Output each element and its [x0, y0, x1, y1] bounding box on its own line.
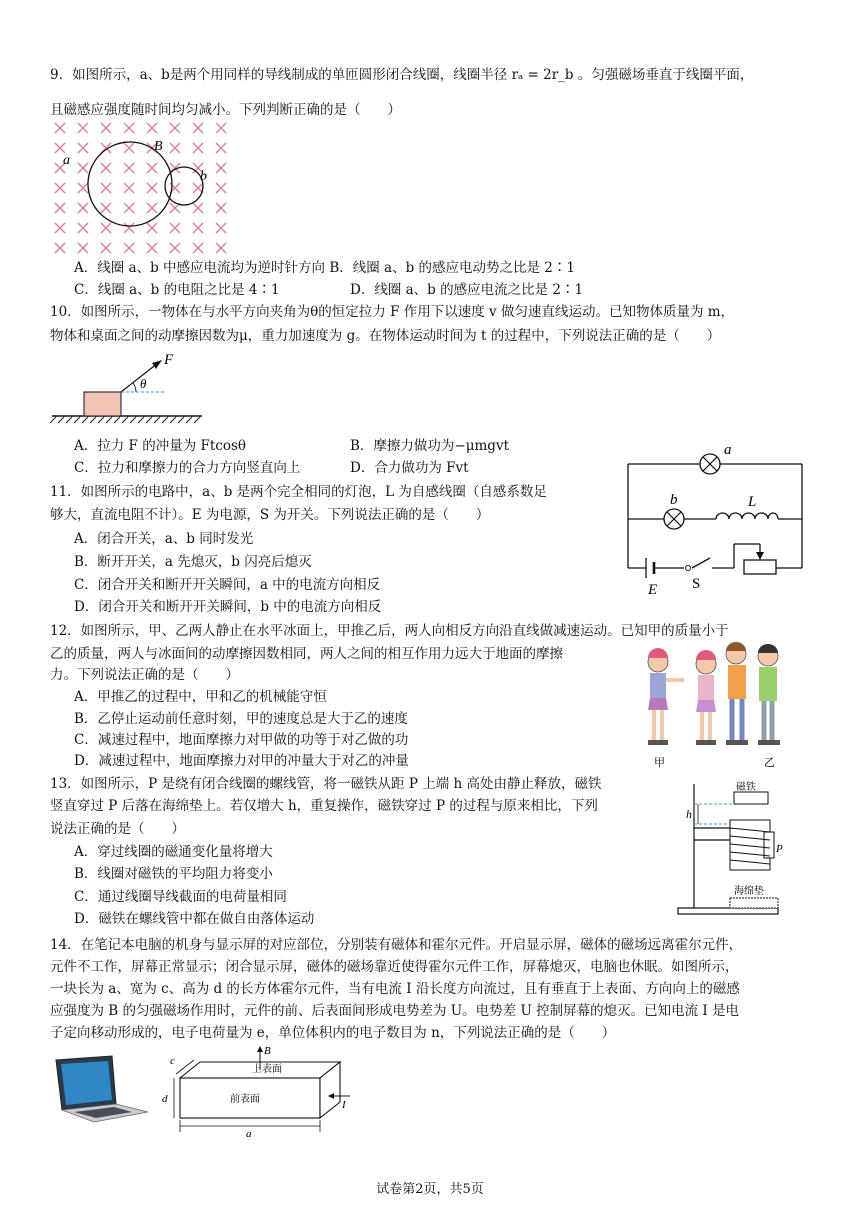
lamp-b-label: b: [670, 492, 678, 508]
coil-b-label: b: [200, 169, 207, 184]
field-cross-mark: [101, 203, 111, 213]
field-cross-mark: [55, 243, 65, 253]
field-cross-mark: [147, 203, 157, 213]
solenoid-icon: [730, 820, 774, 870]
q14-stem-line3: 一块长为 a、宽为 c、高为 d 的长方体霍尔元件，当有电流 I 沿长度方向流过，且有垂直于上表面、方向向上的磁感: [50, 981, 740, 997]
q11-stem-line1: 11．如图所示的电路中，a、b 是两个完全相同的灯泡，L 为自感线圈（自感系数足: [50, 484, 547, 500]
field-cross-mark: [193, 123, 203, 133]
field-cross-mark: [147, 243, 157, 253]
q13-option-c: C．通过线圈导线截面的电荷量相同: [74, 889, 287, 905]
inductor-l-label: L: [748, 494, 757, 510]
q11-stem-line2: 够大，直流电阻不计）。E 为电源，S 为开关。下列说法正确的是（ ）: [50, 507, 490, 523]
magnet-label: 磁铁: [736, 782, 756, 793]
field-cross-mark: [170, 123, 180, 133]
field-cross-mark: [78, 123, 88, 133]
height-h-label: h: [686, 807, 692, 821]
field-cross-mark: [124, 123, 134, 133]
q12-option-a: A．甲推乙的过程中，甲和乙的机械能守恒: [74, 689, 327, 705]
switch-s-label: S: [692, 576, 701, 592]
page-footer: 试卷第2页，共5页: [376, 1182, 484, 1197]
field-cross-mark: [78, 163, 88, 173]
q13-figure-solenoid: [670, 780, 790, 922]
field-cross-mark: [147, 183, 157, 193]
field-cross-mark: [101, 123, 111, 133]
field-cross-mark: [170, 223, 180, 233]
field-cross-mark: [101, 183, 111, 193]
field-cross-mark: [193, 183, 203, 193]
q14-stem-line2: 元件不工作，屏幕正常显示；闭合显示屏，磁体的磁场靠近使得霍尔元件工作，屏幕熄灭，电脑也休眠。如图所示，: [50, 959, 739, 975]
q10-option-b: B．摩擦力做功为−μmgvt: [350, 438, 510, 454]
q12-stem-line3: 力。下列说法正确的是（ ）: [50, 667, 239, 683]
angle-theta-label: θ: [140, 376, 147, 391]
field-cross-mark: [193, 223, 203, 233]
q13-stem-line2: 竖直穿过 P 后落在海绵垫上。若仅增大 h，重复操作，磁铁穿过 P 的过程与原来相比，下列: [50, 798, 598, 814]
field-cross-mark: [216, 223, 226, 233]
field-cross-mark: [216, 203, 226, 213]
field-cross-mark: [124, 143, 134, 153]
field-cross-mark: [193, 203, 203, 213]
coil-a-label: a: [63, 153, 70, 168]
field-cross-mark: [147, 163, 157, 173]
q10-option-d: D．合力做功为 Fvt: [350, 460, 469, 476]
lamp-a-icon: [700, 454, 720, 474]
q10-figure-block: [50, 350, 210, 430]
block-rect: [84, 392, 121, 416]
magnet-icon: [734, 792, 768, 804]
q14-figure-hall-element: [156, 1046, 356, 1138]
skater-yi-icon: [758, 644, 780, 745]
field-cross-mark: [170, 243, 180, 253]
q11-option-c: C．闭合开关和断开开关瞬间，a 中的电流方向相反: [74, 577, 381, 593]
switch-icon: [686, 566, 691, 571]
field-cross-mark: [78, 223, 88, 233]
q9-option-c: C．线圈 a、b 的电阻之比是 4∶1: [74, 282, 280, 298]
q13-stem-line3: 说法正确的是（ ）: [50, 821, 185, 837]
field-cross-mark: [216, 183, 226, 193]
q12-figure-skaters: [640, 640, 790, 770]
q12-option-d: D．减速过程中，地面摩擦力对甲的冲量大于对乙的冲量: [74, 753, 409, 769]
q14-stem-line1: 14．在笔记本电脑的机身与显示屏的对应部位，分别装有磁体和霍尔元件。开启显示屏，磁体的磁场远离霍尔元件，: [50, 937, 743, 953]
q12-option-c: C．减速过程中，地面摩擦力对甲做的功等于对乙做的功: [74, 732, 409, 748]
laptop-icon: [52, 1054, 150, 1126]
field-cross-mark: [55, 123, 65, 133]
q10-option-a: A．拉力 F 的冲量为 Ftcosθ: [74, 438, 247, 454]
q9-options-row1: A．线圈 a、b 中感应电流均为逆时针方向 B．线圈 a、b 的感应电动势之比是 2∶1: [74, 260, 575, 276]
rheostat-icon: [744, 560, 776, 574]
field-cross-mark: [55, 183, 65, 193]
height-d-label: d: [162, 1093, 168, 1105]
field-cross-mark: [216, 123, 226, 133]
q11-option-d: D．闭合开关和断开开关瞬间，b 中的电流方向相反: [74, 599, 382, 615]
width-c-label: c: [170, 1055, 175, 1067]
skater-jia-icon: [648, 648, 684, 745]
q9-stem-line1: 9．如图所示，a、b是两个用同样的导线制成的单匝圆形闭合线圈，线圈半径 rₐ = 2r_b 。匀强磁场垂直于线圈平面，: [50, 67, 754, 83]
current-i-label: I: [342, 1099, 346, 1111]
coil-a-circle: [88, 142, 172, 226]
skater-boy-icon: [726, 642, 748, 745]
source-e-label: E: [648, 582, 658, 598]
field-cross-mark: [216, 143, 226, 153]
q10-option-c: C．拉力和摩擦力的合力方向竖直向上: [74, 460, 301, 476]
field-cross-mark: [216, 243, 226, 253]
q13-stem-line1: 13．如图所示，P 是绕有闭合线圈的螺线管，将一磁铁从距 P 上端 h 高处由静止释放，磁铁: [50, 776, 602, 792]
front-surface-label: 前表面: [230, 1094, 260, 1105]
field-b-label: B: [154, 139, 163, 154]
field-cross-mark: [193, 243, 203, 253]
top-surface-label: 上表面: [252, 1064, 282, 1075]
lamp-a-label: a: [724, 442, 732, 458]
field-cross-mark: [101, 243, 111, 253]
q11-option-a: A．闭合开关，a、b 同时发光: [74, 531, 254, 547]
q14-stem-line5: 子定向移动形成的，电子电荷量为 e，单位体积内的电子数目为 n，下列说法正确的是（ ）: [50, 1025, 616, 1041]
sponge-pad-icon: [730, 898, 778, 908]
length-a-label: a: [246, 1128, 252, 1138]
field-cross-mark: [124, 203, 134, 213]
force-f-label: F: [164, 352, 174, 368]
q13-option-b: B．线圈对磁铁的平均阻力将变小: [74, 866, 273, 882]
field-cross-mark: [78, 243, 88, 253]
field-cross-mark: [55, 203, 65, 213]
q12-stem-line2: 乙的质量，两人与冰面间的动摩擦因数相同，两人之间的相互作用力远大于地面的摩擦: [50, 646, 563, 662]
q10-stem-line2: 物体和桌面之间的动摩擦因数为μ，重力加速度为 g。在物体运动时间为 t 的过程中，下列说法正确的是（ ）: [50, 328, 721, 344]
skater-jia-label: 甲: [654, 757, 665, 769]
skater-yi-label: 乙: [764, 757, 775, 769]
field-cross-mark: [78, 203, 88, 213]
sponge-label: 海绵垫: [734, 886, 764, 897]
coil-b-circle: [165, 167, 203, 205]
field-cross-mark: [124, 243, 134, 253]
field-cross-mark: [124, 223, 134, 233]
field-cross-mark: [78, 183, 88, 193]
q9-stem-line2: 且磁感应强度随时间均匀减小。下列判断正确的是（ ）: [50, 102, 401, 118]
q9-figure-magnetic-field: [50, 118, 230, 258]
field-cross-mark: [147, 123, 157, 133]
q13-option-a: A．穿过线圈的磁通变化量将增大: [74, 844, 273, 860]
field-cross-mark: [124, 163, 134, 173]
q9-option-d: D．线圈 a、b 的感应电流之比是 2∶1: [350, 282, 584, 298]
q12-option-b: B．乙停止运动前任意时刻，甲的速度总是大于乙的速度: [74, 711, 408, 727]
field-cross-mark: [124, 183, 134, 193]
field-cross-mark: [147, 223, 157, 233]
field-cross-mark: [193, 143, 203, 153]
q13-option-d: D．磁铁在螺线管中都在做自由落体运动: [74, 911, 315, 927]
skater-girl-icon: [696, 650, 716, 745]
field-cross-mark: [78, 143, 88, 153]
solenoid-p-label: P: [776, 843, 783, 855]
field-cross-mark: [101, 223, 111, 233]
q10-stem-line1: 10．如图所示，一物体在与水平方向夹角为θ的恒定拉力 F 作用下以速度 v 做匀速直线运动。已知物体质量为 m，: [50, 304, 735, 320]
field-b-label: B: [264, 1046, 271, 1057]
field-cross-mark: [101, 163, 111, 173]
q12-stem-line1: 12．如图所示，甲、乙两人静止在水平冰面上，甲推乙后，两人向相反方向沿直线做减速运动。已知甲的质量小于: [50, 623, 729, 639]
field-cross-mark: [216, 163, 226, 173]
q11-figure-circuit: [620, 440, 810, 600]
field-cross-mark: [55, 143, 65, 153]
field-cross-mark: [170, 143, 180, 153]
field-cross-mark: [55, 223, 65, 233]
q11-option-b: B．断开开关，a 先熄灭，b 闪亮后熄灭: [74, 554, 312, 570]
q14-stem-line4: 应强度为 B 的匀强磁场作用时，元件的前、后表面间形成电势差为 U。电势差 U 控制屏幕的熄灭。已知电流 I 是电: [50, 1003, 740, 1019]
lamp-b-icon: [664, 509, 684, 529]
